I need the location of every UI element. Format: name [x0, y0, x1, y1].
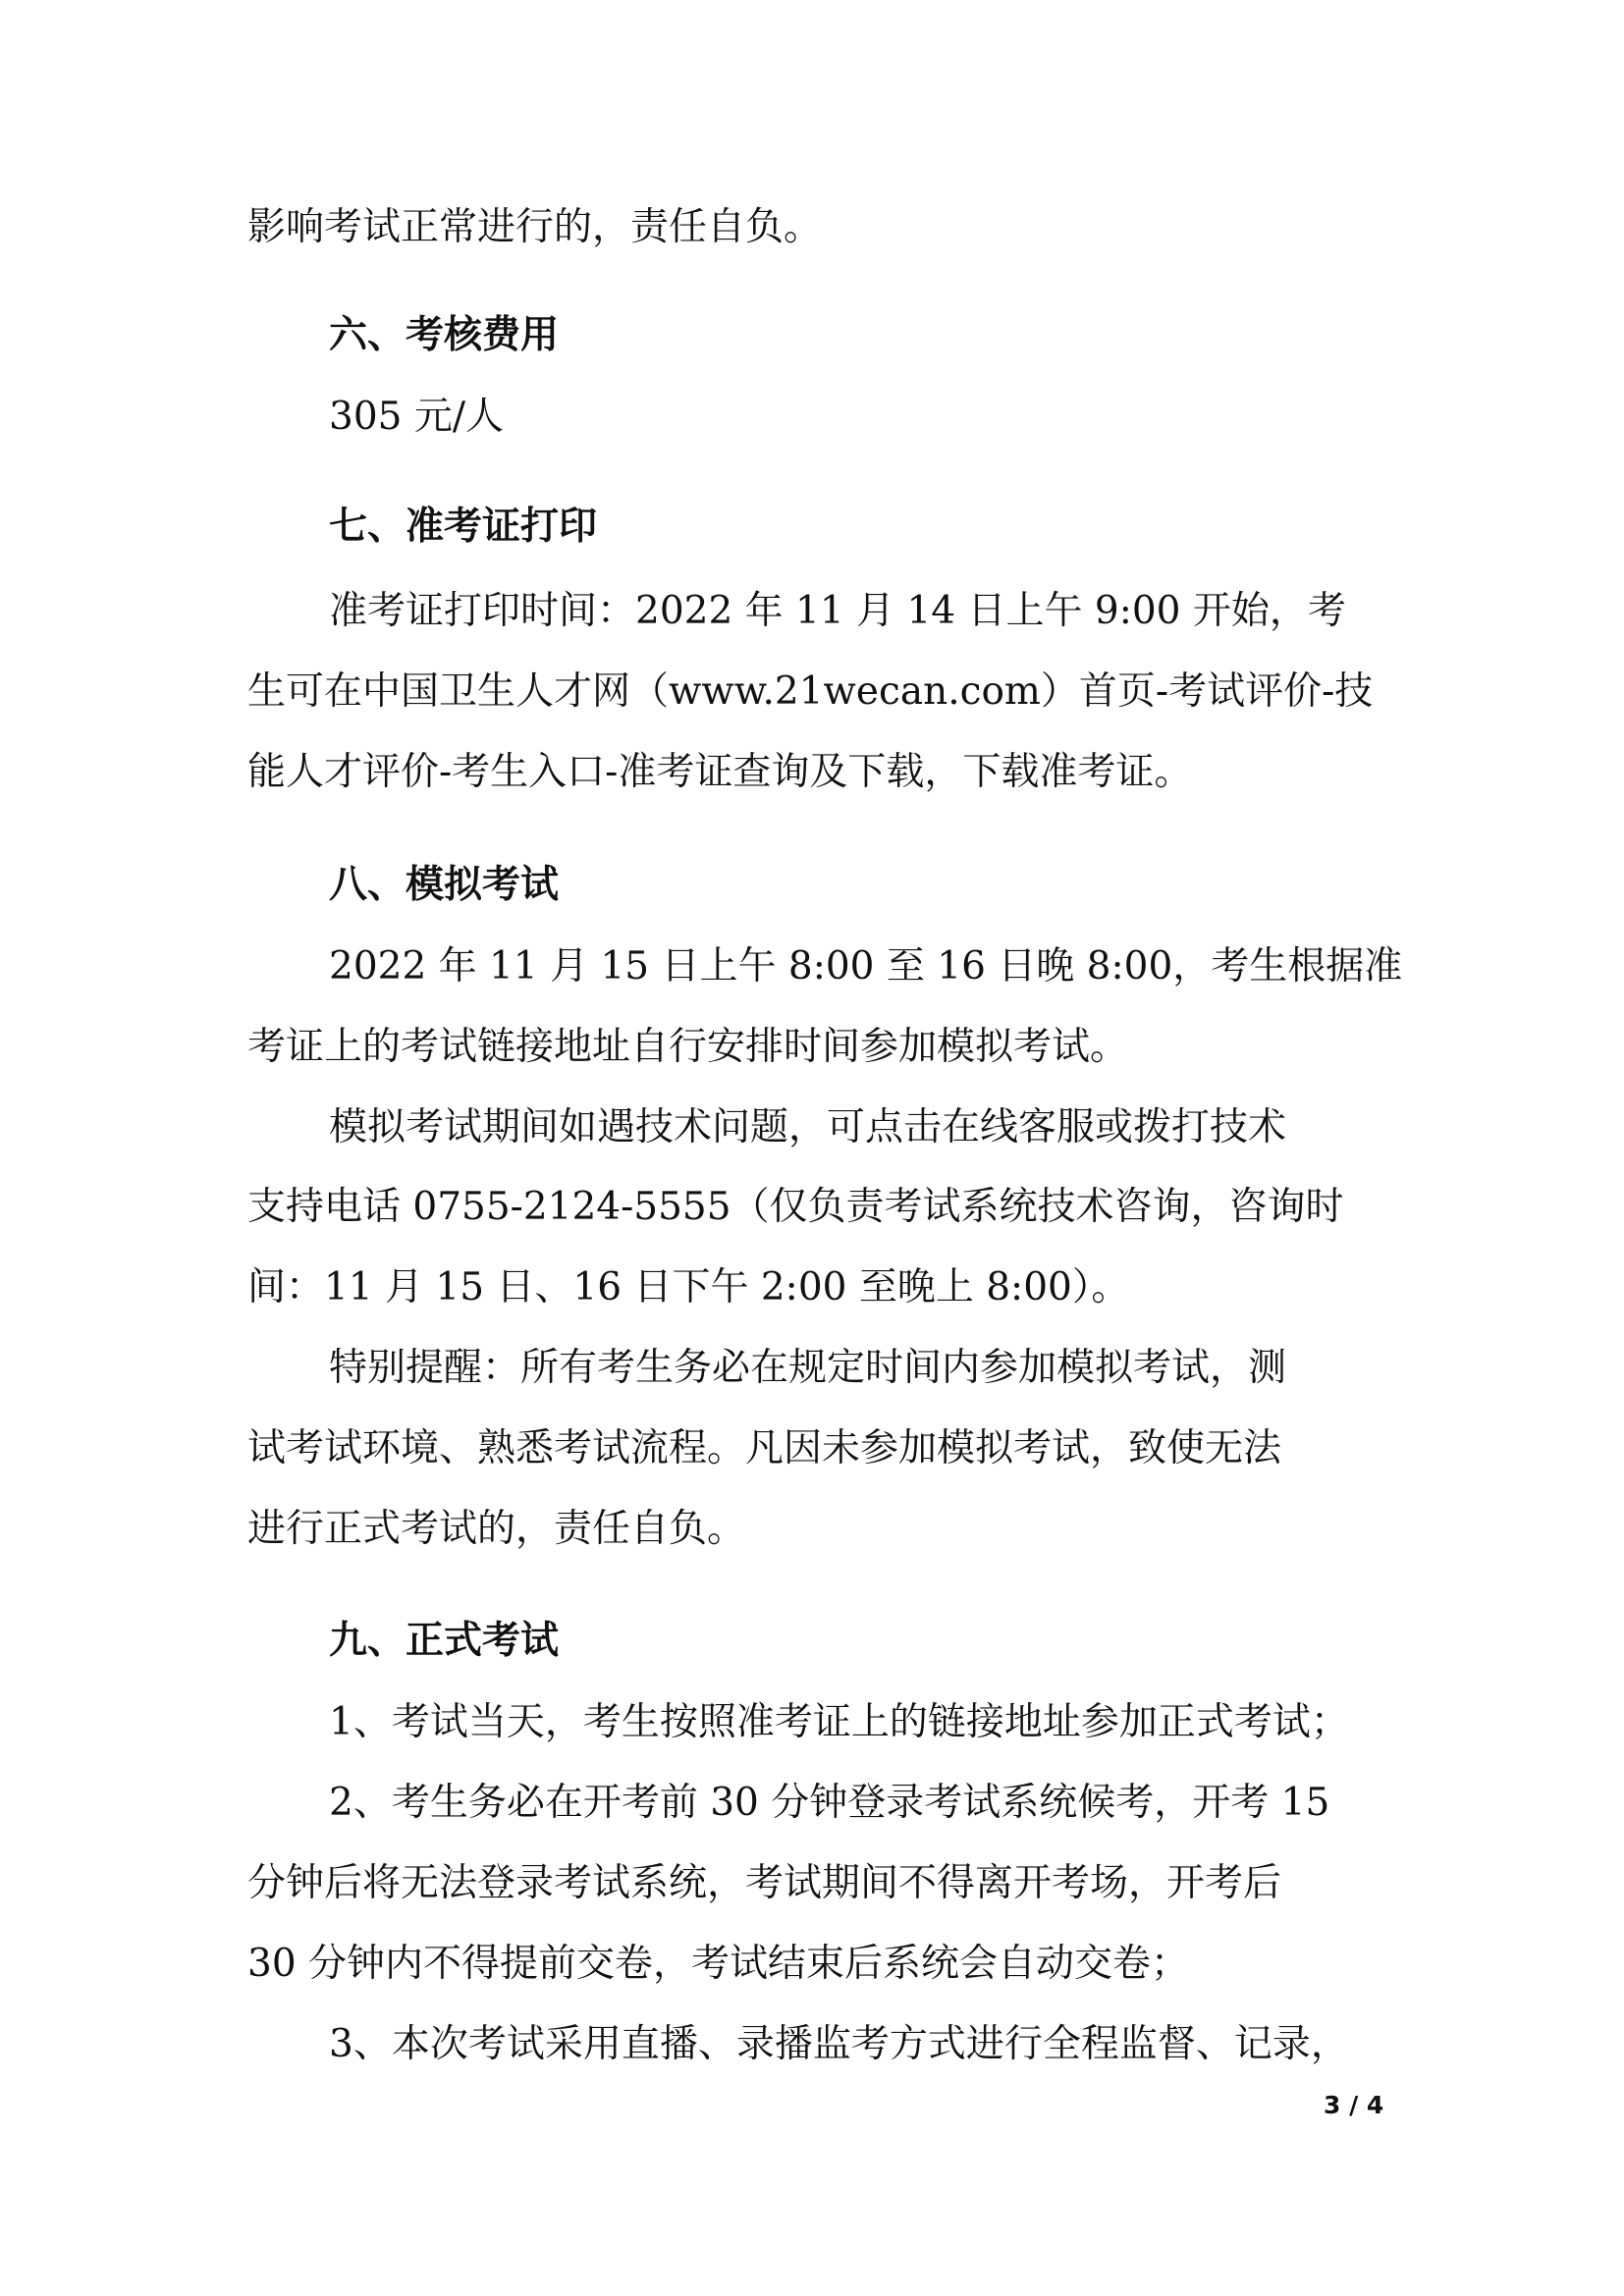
technical-support-line-2: 支持电话 0755-2124-5555（仅负责考试系统技术咨询，咨询时 — [247, 1185, 1344, 1229]
fee-amount: 305 元/人 — [329, 395, 504, 439]
formal-exam-item-3: 3、本次考试采用直播、录播监考方式进行全程监督、记录， — [329, 2022, 1349, 2066]
special-reminder-line-2: 试考试环境、熟悉考试流程。凡因未参加模拟考试，致使无法 — [247, 1426, 1282, 1470]
technical-support-line-3: 间：11 月 15 日、16 日下午 2:00 至晚上 8:00）。 — [247, 1265, 1130, 1309]
section-heading-mock-exam: 八、模拟考试 — [329, 863, 560, 907]
formal-exam-item-2-line-3: 30 分钟内不得提前交卷，考试结束后系统会自动交卷； — [247, 1942, 1190, 1986]
page-number: 3 / 4 — [1324, 2091, 1384, 2119]
formal-exam-item-2-line-1: 2、考生务必在开考前 30 分钟登录考试系统候考，开考 15 — [329, 1781, 1330, 1825]
admission-ticket-line-1: 准考证打印时间：2022 年 11 月 14 日上午 9:00 开始，考 — [329, 589, 1346, 633]
mock-exam-line-2: 考证上的考试链接地址自行安排时间参加模拟考试。 — [247, 1025, 1129, 1069]
special-reminder-line-1: 特别提醒：所有考生务必在规定时间内参加模拟考试，测 — [329, 1346, 1287, 1390]
mock-exam-line-1: 2022 年 11 月 15 日上午 8:00 至 16 日晚 8:00，考生根据准 — [329, 944, 1403, 988]
admission-ticket-line-2: 生可在中国卫生人才网（www.21wecan.com）首页-考试评价-技 — [247, 669, 1374, 714]
special-reminder-line-3: 进行正式考试的，责任自负。 — [247, 1507, 746, 1551]
admission-ticket-line-3: 能人才评价-考生入口-准考证查询及下载，下载准考证。 — [247, 750, 1193, 794]
formal-exam-item-2-line-2: 分钟后将无法登录考试系统，考试期间不得离开考场，开考后 — [247, 1861, 1282, 1905]
technical-support-line-1: 模拟考试期间如遇技术问题，可点击在线客服或拨打技术 — [329, 1105, 1287, 1149]
section-heading-formal-exam: 九、正式考试 — [329, 1619, 560, 1663]
section-heading-admission-ticket: 七、准考证打印 — [329, 505, 598, 549]
section-heading-fee: 六、考核费用 — [329, 313, 560, 357]
paragraph-continuation: 影响考试正常进行的，责任自负。 — [247, 205, 823, 249]
formal-exam-item-1: 1、考试当天，考生按照准考证上的链接地址参加正式考试； — [329, 1700, 1349, 1744]
